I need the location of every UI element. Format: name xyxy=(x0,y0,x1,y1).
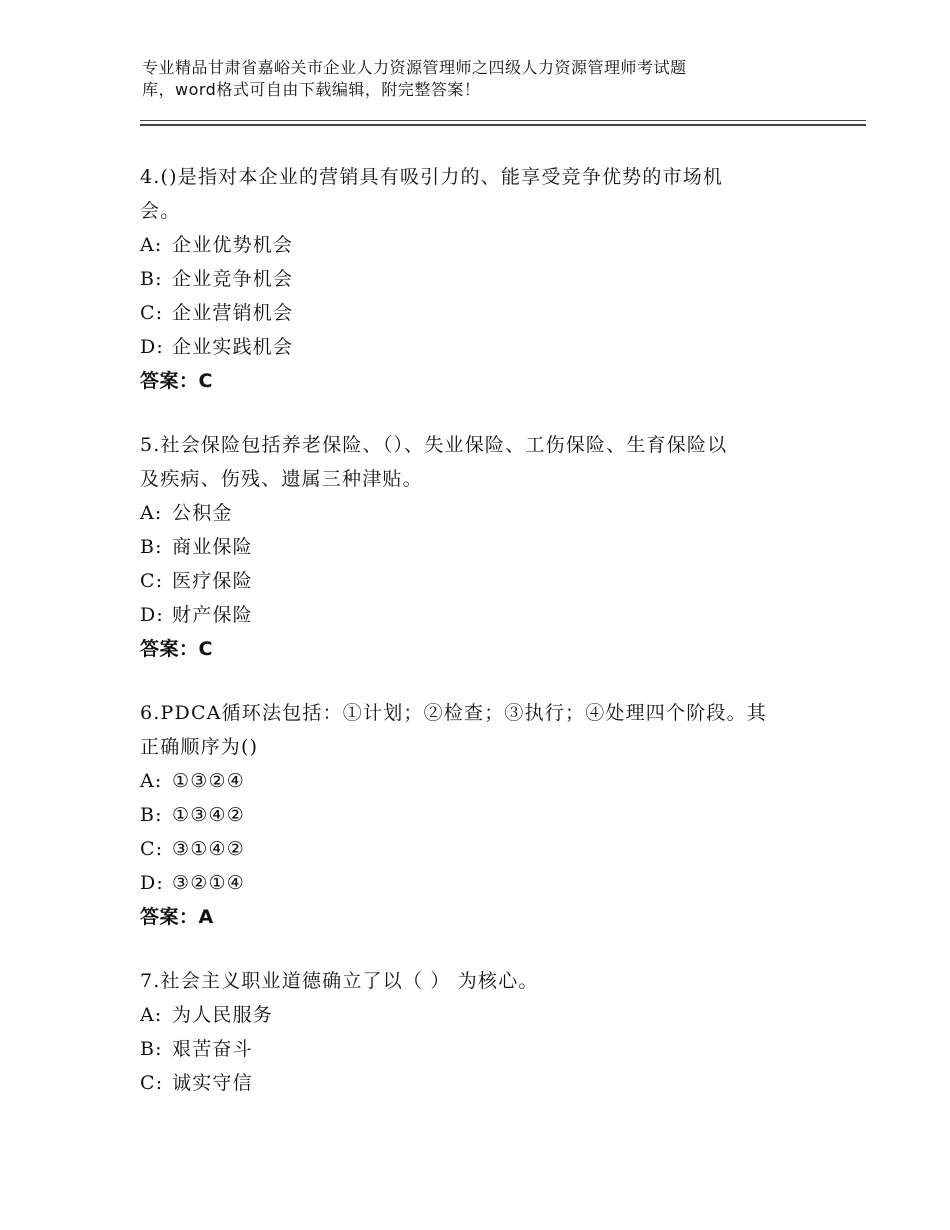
header-divider-thin xyxy=(140,120,866,121)
question-item xyxy=(140,160,820,398)
option-text: 企业实践机会 xyxy=(172,336,294,358)
option-d xyxy=(140,598,820,632)
option-text: ①③④② xyxy=(172,804,245,826)
option-letter: A: xyxy=(140,1004,163,1026)
option-text: 诚实守信 xyxy=(172,1072,253,1094)
question-list xyxy=(140,160,820,1130)
option-letter: B: xyxy=(140,536,163,558)
header-divider-thick xyxy=(140,124,866,126)
answer-line: 答案：A xyxy=(140,906,214,928)
question-stem-line: 正确顺序为() xyxy=(140,736,259,758)
option-text: 医疗保险 xyxy=(172,570,253,592)
option-text: 为人民服务 xyxy=(172,1004,274,1026)
option-b xyxy=(140,530,820,564)
option-letter: D: xyxy=(140,604,165,626)
option-letter: C: xyxy=(140,302,164,324)
question-stem-line: 会。 xyxy=(140,200,181,222)
option-letter: B: xyxy=(140,268,163,290)
question-stem-line: 及疾病、伤残、遗属三种津贴。 xyxy=(140,468,423,490)
option-letter: A: xyxy=(140,502,163,524)
option-text: 艰苦奋斗 xyxy=(172,1038,253,1060)
option-text: 财产保险 xyxy=(172,604,253,626)
option-a xyxy=(140,228,820,262)
option-letter: A: xyxy=(140,770,163,792)
header-line-1: 专业精品甘肃省嘉峪关市企业人力资源管理师之四级人力资源管理师考试题 xyxy=(142,58,687,77)
option-text: 商业保险 xyxy=(172,536,253,558)
option-a xyxy=(140,764,820,798)
option-letter: B: xyxy=(140,804,163,826)
option-text: ①③②④ xyxy=(172,770,245,792)
option-b xyxy=(140,262,820,296)
option-letter: C: xyxy=(140,838,164,860)
option-letter: C: xyxy=(140,570,164,592)
option-d xyxy=(140,866,820,900)
option-b xyxy=(140,1032,820,1066)
option-text: 公积金 xyxy=(172,502,233,524)
answer-line: 答案：C xyxy=(140,370,213,392)
option-text: ③②①④ xyxy=(172,872,245,894)
option-a xyxy=(140,496,820,530)
question-item xyxy=(140,428,820,666)
question-item xyxy=(140,964,820,1100)
question-stem-line: 7.社会主义职业道德确立了以（ ） 为核心。 xyxy=(140,970,539,992)
option-text: 企业竞争机会 xyxy=(172,268,294,290)
option-letter: B: xyxy=(140,1038,163,1060)
option-text: 企业优势机会 xyxy=(172,234,294,256)
question-item xyxy=(140,696,820,934)
option-c xyxy=(140,296,820,330)
option-letter: D: xyxy=(140,872,165,894)
answer-line: 答案：C xyxy=(140,638,213,660)
header-line-2: 库，word格式可自由下载编辑，附完整答案！ xyxy=(142,80,481,99)
question-stem-line: 4.()是指对本企业的营销具有吸引力的、能享受竞争优势的市场机 xyxy=(140,166,724,188)
option-c xyxy=(140,1066,820,1100)
question-stem-line: 6.PDCA循环法包括：①计划；②检查；③执行；④处理四个阶段。其 xyxy=(140,702,768,724)
option-b xyxy=(140,798,820,832)
option-text: ③①④② xyxy=(172,838,245,860)
option-c xyxy=(140,832,820,866)
document-header xyxy=(142,57,782,101)
option-a xyxy=(140,998,820,1032)
option-letter: D: xyxy=(140,336,165,358)
option-letter: C: xyxy=(140,1072,164,1094)
option-letter: A: xyxy=(140,234,163,256)
question-stem-line: 5.社会保险包括养老保险、（）、失业保险、工伤保险、生育保险以 xyxy=(140,434,728,456)
option-c xyxy=(140,564,820,598)
option-d xyxy=(140,330,820,364)
option-text: 企业营销机会 xyxy=(172,302,294,324)
